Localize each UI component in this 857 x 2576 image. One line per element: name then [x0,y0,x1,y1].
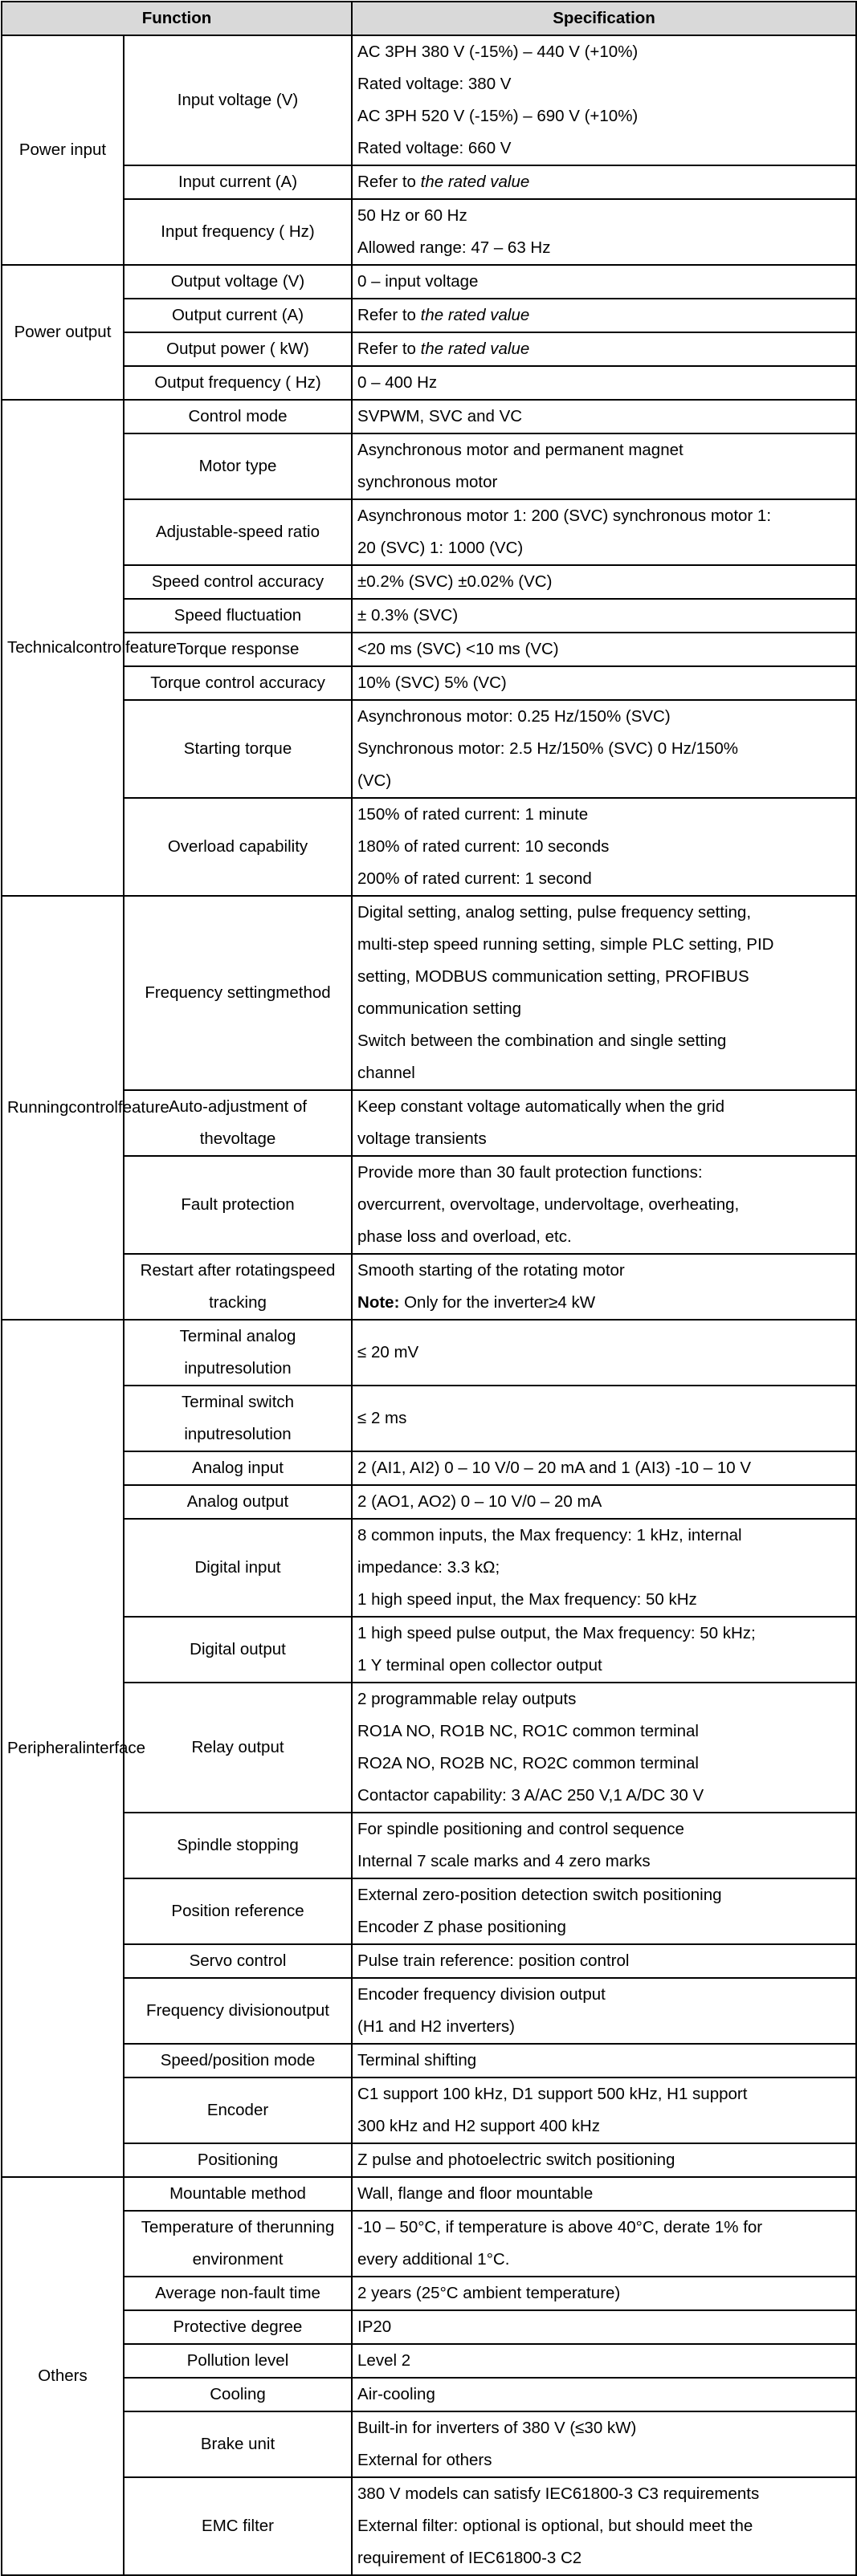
text-line: Rated voltage: 660 V [357,139,512,157]
function-cell: Motor type [124,433,352,499]
text-line: Pulse train reference: position control [357,1951,630,1970]
text-line: C1 support 100 kHz, D1 support 500 kHz, H1 support [357,2085,748,2103]
specification-cell [352,1254,856,1320]
specification-cell [352,1386,856,1451]
specification-cell [352,299,856,332]
function-cell: Analog input [124,1451,352,1485]
table-row [2,1878,856,1944]
text-line: channel [357,1064,415,1082]
text-line: Asynchronous motor 1: 200 (SVC) synchronous motor 1: [357,507,772,525]
text-line: phase loss and overload, etc. [357,1227,572,1246]
text-line: Keep constant voltage automatically when the grid [357,1097,724,1116]
function-cell: Servo control [124,1944,352,1978]
function-cell: Digital input [124,1519,352,1617]
category-cell [2,1320,146,2177]
spec-italic: the rated value [420,340,530,358]
text-line: 150% of rated current: 1 minute [357,805,589,824]
category-cell: Power output [2,265,124,400]
text-line: Air-cooling [357,2385,435,2403]
table-row [2,400,856,433]
specification-cell [352,599,856,633]
table-body [2,35,856,2575]
text-line: 300 kHz and H2 support 400 kHz [357,2117,600,2135]
table-row [2,265,856,299]
table-row [2,599,856,633]
spec-prefix: Refer to [357,173,421,191]
function-cell: Average non-fault time [124,2277,352,2310]
text-line [357,299,851,332]
specification-cell [352,1090,856,1156]
specification-cell [352,1320,856,1386]
table-row [2,1386,856,1451]
function-cell: Input frequency ( Hz) [124,199,352,265]
function-cell [124,1254,352,1320]
specification-table [1,1,857,2576]
text-line: AC 3PH 380 V (-15%) – 440 V (+10%) [357,43,639,61]
table-row [2,299,856,332]
text-line: Frequency division [146,2001,284,2020]
table-row [2,1451,856,1485]
table-row [2,2411,856,2477]
specification-cell [352,2310,856,2344]
spec-prefix: Refer to [357,306,421,324]
table-row [2,2177,856,2211]
specification-cell [352,1944,856,1978]
text-line: Asynchronous motor: 0.25 Hz/150% (SVC) [357,707,671,726]
text-line [357,333,851,365]
text-line: External zero-position detection switch positioning [357,1886,722,1904]
table-row [2,1254,856,1320]
specification-cell [352,896,856,1090]
text-line: ± 0.3% (SVC) [357,606,459,625]
text-line: IP20 [357,2318,392,2336]
specification-cell [352,1519,856,1617]
table-row [2,332,856,366]
spec-prefix: Refer to [357,340,421,358]
note-text: Only for the inverter≥4 kW [399,1293,596,1312]
text-line: 1 high speed pulse output, the Max frequency: 50 kHz; [357,1624,756,1642]
specification-cell [352,2044,856,2077]
table-row [2,896,856,1090]
function-cell [124,896,352,1090]
function-cell: Encoder [124,2077,352,2143]
text-line: Synchronous motor: 2.5 Hz/150% (SVC) 0 Hz/150% [357,739,739,758]
table-row [2,1519,856,1617]
text-line: Z pulse and photoelectric switch positioning [357,2151,675,2169]
text-line: feature [125,638,177,657]
text-line: External for others [357,2451,492,2469]
function-cell: Fault protection [124,1156,352,1254]
function-cell: Spindle stopping [124,1813,352,1878]
text-line: feature [117,1098,169,1117]
text-line: SVPWM, SVC and VC [357,407,523,425]
table-row [2,35,856,165]
text-line: control [75,638,125,657]
text-line: 10% (SVC) 5% (VC) [357,674,507,692]
header-specification: Specification [352,2,856,35]
function-cell: Analog output [124,1485,352,1519]
function-cell: Adjustable-speed ratio [124,499,352,565]
table-row [2,199,856,265]
specification-cell [352,2177,856,2211]
text-line: (VC) [357,771,392,790]
text-line: Provide more than 30 fault protection functions: [357,1163,703,1182]
table-row [2,1978,856,2044]
category-cell [2,896,169,1320]
text-line: 8 common inputs, the Max frequency: 1 kHz, internal [357,1526,742,1544]
specification-cell [352,165,856,199]
table-row [2,2143,856,2177]
category-cell: Power input [2,35,124,265]
function-cell: Torque response [124,633,352,666]
specification-cell [352,366,856,400]
specification-cell [352,666,856,700]
text-line: control [68,1098,118,1117]
specification-cell [352,1451,856,1485]
text-line: ±0.2% (SVC) ±0.02% (VC) [357,572,553,591]
table-row [2,1320,856,1386]
text-line: 2 (AI1, AI2) 0 – 10 V/0 – 20 mA and 1 (AI3) -10 – 10 V [357,1459,752,1477]
table-header-row [2,2,856,35]
text-line: <20 ms (SVC) <10 ms (VC) [357,640,559,658]
function-cell: Input current (A) [124,165,352,199]
text-line: Encoder Z phase positioning [357,1918,566,1936]
text-line: 50 Hz or 60 Hz [357,206,467,225]
table-row [2,2378,856,2411]
text-line: speed tracking [209,1261,336,1312]
function-cell: Mountable method [124,2177,352,2211]
function-cell: Torque control accuracy [124,666,352,700]
function-cell: Output frequency ( Hz) [124,366,352,400]
specification-cell [352,400,856,433]
specification-cell [352,1156,856,1254]
text-line: method [275,983,331,1002]
table-row [2,2477,856,2575]
text-line [357,166,851,198]
note-label: Note: [357,1293,400,1312]
specification-cell [352,35,856,165]
specification-cell [352,1813,856,1878]
text-line: resolution [219,1425,292,1443]
function-cell: Digital output [124,1617,352,1683]
spec-italic: the rated value [420,306,530,324]
text-line: output [283,2001,329,2020]
function-cell: Position reference [124,1878,352,1944]
text-line: Peripheral [7,1739,83,1757]
function-cell: Speed/position mode [124,2044,352,2077]
table-row [2,2344,856,2378]
table-row [2,666,856,700]
text-line: Terminal switch input [181,1393,295,1443]
function-cell: Relay output [124,1683,352,1813]
text-line: voltage transients [357,1129,487,1148]
table-row [2,798,856,896]
text-line: External filter: optional is optional, but should meet the [357,2517,753,2535]
specification-cell [352,2143,856,2177]
text-line: Smooth starting of the rotating motor [357,1261,625,1280]
text-line: ≤ 2 ms [357,1409,407,1427]
specification-cell [352,2411,856,2477]
text-line: Built-in for inverters of 380 V (≤30 kW) [357,2419,637,2437]
specification-cell [352,2477,856,2575]
text-line: Auto-adjustment of the [168,1097,308,1148]
table-row [2,499,856,565]
text-line: 1 high speed input, the Max frequency: 50 kHz [357,1590,697,1609]
text-line: 2 programmable relay outputs [357,1690,577,1708]
text-line: For spindle positioning and control sequence [357,1820,684,1838]
text-line: Terminal shifting [357,2051,477,2069]
function-cell: Overload capability [124,798,352,896]
function-cell: Pollution level [124,2344,352,2378]
category-cell [2,400,177,896]
text-line: AC 3PH 520 V (-15%) – 690 V (+10%) [357,107,639,125]
function-cell: Control mode [124,400,352,433]
specification-cell [352,1617,856,1683]
table-row [2,2277,856,2310]
specification-cell [352,2378,856,2411]
text-line: 0 – 400 Hz [357,373,438,392]
specification-cell [352,2077,856,2143]
text-line: 2 years (25°C ambient temperature) [357,2284,621,2302]
table-row [2,366,856,400]
specification-cell [352,265,856,299]
text-line: RO1A NO, RO1B NC, RO1C common terminal [357,1722,699,1740]
specification-cell [352,2211,856,2277]
text-line: resolution [219,1359,292,1378]
function-cell: Cooling [124,2378,352,2411]
function-cell: Brake unit [124,2411,352,2477]
text-line: synchronous motor [357,473,498,491]
specification-cell [352,700,856,798]
text-line: Digital setting, analog setting, pulse frequency setting, [357,903,752,922]
text-line: RO2A NO, RO2B NC, RO2C common terminal [357,1754,699,1772]
specification-cell [352,565,856,599]
function-cell: Speed fluctuation [124,599,352,633]
specification-cell [352,2277,856,2310]
table-row [2,2077,856,2143]
table-row [2,1156,856,1254]
function-cell [124,1386,352,1451]
table-row [2,1813,856,1878]
specification-cell [352,1978,856,2044]
text-line: Restart after rotating [140,1261,291,1280]
table-row [2,433,856,499]
text-line: requirement of IEC61800-3 C2 [357,2549,582,2567]
specification-cell [352,798,856,896]
specification-cell [352,633,856,666]
text-line: Wall, flange and floor mountable [357,2184,594,2203]
function-cell: Output voltage (V) [124,265,352,299]
function-cell: EMC filter [124,2477,352,2575]
function-cell [124,2211,352,2277]
text-line: 20 (SVC) 1: 1000 (VC) [357,539,524,557]
text-line: multi-step speed running setting, simple PLC setting, PID [357,935,774,954]
text-line: 200% of rated current: 1 second [357,869,592,888]
text-line: Frequency setting [145,983,276,1002]
function-cell: Starting torque [124,700,352,798]
text-line: Temperature of the [141,2218,280,2236]
text-line: Encoder frequency division output [357,1985,606,2004]
text-line: Level 2 [357,2351,411,2370]
function-cell: Output power ( kW) [124,332,352,366]
table-row [2,700,856,798]
text-line: Contactor capability: 3 A/AC 250 V,1 A/DC 30 V [357,1786,704,1805]
function-cell: Speed control accuracy [124,565,352,599]
specification-cell [352,499,856,565]
specification-cell [352,1683,856,1813]
header-function: Function [2,2,352,35]
function-cell: Protective degree [124,2310,352,2344]
text-line: 0 – input voltage [357,272,479,291]
text-line: impedance: 3.3 kΩ; [357,1558,500,1577]
text-line: interface [82,1739,146,1757]
text-line: 2 (AO1, AO2) 0 – 10 V/0 – 20 mA [357,1492,602,1511]
specification-cell [352,332,856,366]
table-row [2,1944,856,1978]
text-line: Allowed range: 47 – 63 Hz [357,238,551,257]
category-cell: Others [2,2177,124,2575]
text-line: setting, MODBUS communication setting, PROFIBUS [357,967,749,986]
text-line: (H1 and H2 inverters) [357,2017,515,2036]
specification-cell [352,1878,856,1944]
function-cell: Input voltage (V) [124,35,352,165]
table-row [2,2044,856,2077]
text-line: 1 Y terminal open collector output [357,1656,602,1675]
text-line: Running [7,1098,69,1117]
table-row [2,565,856,599]
text-line: Switch between the combination and single setting [357,1032,727,1050]
function-cell: Positioning [124,2143,352,2177]
text-line: Technical [7,638,76,657]
text-line: every additional 1°C. [357,2250,510,2269]
text-line: Internal 7 scale marks and 4 zero marks [357,1852,651,1870]
specification-cell [352,433,856,499]
function-cell [124,1320,352,1386]
text-line: 380 V models can satisfy IEC61800-3 C3 requirements [357,2484,760,2503]
text-line: Asynchronous motor and permanent magnet [357,441,684,459]
function-cell: Output current (A) [124,299,352,332]
text-line: -10 – 50°C, if temperature is above 40°C, derate 1% for [357,2218,763,2236]
specification-cell [352,1485,856,1519]
spec-italic: the rated value [420,173,530,191]
table-row [2,1617,856,1683]
function-cell [124,1978,352,2044]
text-line: ≤ 20 mV [357,1343,419,1361]
table-row [2,165,856,199]
text-line: Terminal analog input [179,1327,296,1378]
text-line: Rated voltage: 380 V [357,75,512,93]
specification-cell [352,199,856,265]
text-line: overcurrent, overvoltage, undervoltage, overheating, [357,1195,740,1214]
table-row [2,1485,856,1519]
text-line: voltage [222,1129,276,1148]
note-line [357,1287,851,1319]
table-row [2,2310,856,2344]
specification-cell [352,2344,856,2378]
text-line: running environment [192,2218,335,2269]
text-line: communication setting [357,999,521,1018]
text-line: 180% of rated current: 10 seconds [357,837,610,856]
table-row [2,2211,856,2277]
